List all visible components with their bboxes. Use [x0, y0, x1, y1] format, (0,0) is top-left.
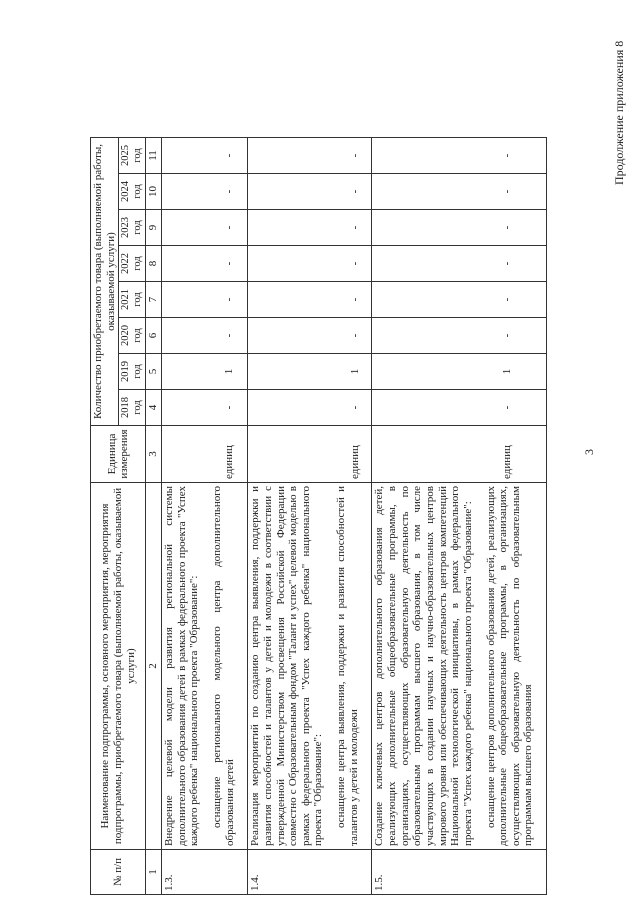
- column-number: 11: [146, 138, 162, 174]
- row-name-cell: [372, 483, 547, 850]
- column-number: 8: [146, 246, 162, 282]
- header-name: Наименование подпрограммы, основного мероприятия, мероприятия подпрограммы, приобретаемого товара (выполняемой работы, оказываемой услуги): [91, 483, 146, 850]
- row-sub-name: оснащение центра выявления, поддержки и развития способностей и талантов у детей и молодежи: [335, 486, 360, 846]
- row-value: -: [162, 318, 248, 354]
- row-name-cell: [248, 483, 372, 850]
- row-value: -: [248, 318, 372, 354]
- row-number: 1.3.: [162, 850, 248, 895]
- row-value: -: [372, 318, 547, 354]
- row-value: -: [162, 174, 248, 210]
- column-number: 7: [146, 282, 162, 318]
- column-number: 9: [146, 210, 162, 246]
- row-number: 1.4.: [248, 850, 372, 895]
- header-year: 2019 год: [119, 354, 146, 390]
- column-number: 4: [146, 390, 162, 426]
- row-value: -: [372, 138, 547, 174]
- row-value: -: [248, 282, 372, 318]
- row-name: Создание ключевых центров дополнительного образования детей, реализующих дополнительные общеобразовательные программы, в организациях, осуществляющих образовательную деятельность по образовательным программам высшего образования, в том числе участвующих в создании научных и научно-образовательных центров мирового уровня или обеспечивающих деятельность центров компетенций Национальной технологической инициативы, в рамках федерального проекта "Успех каждого ребенка" национального проекта "Образование":: [373, 486, 474, 846]
- row-sub-name: оснащение регионального модельного центра дополнительного образования детей: [210, 486, 236, 846]
- quantity-table: [90, 137, 547, 895]
- row-name: Внедрение целевой модели развития региональной системы дополнительного образования детей в рамках федерального проекта "Успех каждого ребенка" национального проекта "Образование":: [163, 486, 201, 846]
- column-number: 6: [146, 318, 162, 354]
- row-value: -: [372, 390, 547, 426]
- header-year: 2021 год: [119, 282, 146, 318]
- header-year: 2025 год: [119, 138, 146, 174]
- row-unit: единиц: [248, 426, 372, 483]
- row-value: -: [372, 282, 547, 318]
- row-value: -: [372, 246, 547, 282]
- column-number: 5: [146, 354, 162, 390]
- header-year: 2022 год: [119, 246, 146, 282]
- header-no: № п/п: [91, 850, 146, 895]
- row-value: -: [248, 138, 372, 174]
- row-number: 1.5.: [372, 850, 547, 895]
- row-value: -: [162, 246, 248, 282]
- row-value: -: [248, 390, 372, 426]
- row-value: 1: [372, 354, 547, 390]
- row-value: -: [248, 246, 372, 282]
- row-name: Реализация мероприятий по созданию центра выявления, поддержки и развития способностей и талантов у детей и молодежи в соответствии с утвержденной Министерством просвещения Российской Федерации совместно с Образовательным фондом "Талант и успех" целевой моделью в рамках федерального проекта "Успех каждого ребенка" национального проекта "Образование":: [249, 486, 325, 846]
- column-number: 1: [146, 850, 162, 895]
- row-value: -: [162, 210, 248, 246]
- row-unit: единиц: [162, 426, 248, 483]
- column-number: 10: [146, 174, 162, 210]
- column-number: 2: [146, 483, 162, 850]
- row-value: 1: [248, 354, 372, 390]
- header-quantity: Количество приобретаемого товара (выполняемой работы, оказываемой услуги): [91, 138, 119, 426]
- row-value: -: [248, 174, 372, 210]
- row-value: -: [162, 282, 248, 318]
- header-year: 2024 год: [119, 174, 146, 210]
- appendix-caption: Продолжение приложения 8: [612, 40, 626, 185]
- page-number: 3: [582, 449, 596, 455]
- row-sub-name: оснащение центров дополнительного образования детей, реализующих дополнительные общеобразовательные программы, в организациях, осуществляющих образовательную деятельность по образовательным программам высшего образования: [484, 486, 535, 846]
- table-row: [372, 138, 547, 895]
- column-number-row: [146, 138, 162, 895]
- table-row: [162, 138, 248, 895]
- header-year: 2020 год: [119, 318, 146, 354]
- header-unit: Единица измерения: [91, 426, 146, 483]
- row-name-cell: [162, 483, 248, 850]
- header-year: 2018 год: [119, 390, 146, 426]
- row-value: -: [372, 174, 547, 210]
- row-unit: единиц: [372, 426, 547, 483]
- row-value: -: [162, 390, 248, 426]
- row-value: -: [162, 138, 248, 174]
- header-year: 2023 год: [119, 210, 146, 246]
- row-value: 1: [162, 354, 248, 390]
- column-number: 3: [146, 426, 162, 483]
- row-value: -: [372, 210, 547, 246]
- row-value: -: [248, 210, 372, 246]
- table-row: [248, 138, 372, 895]
